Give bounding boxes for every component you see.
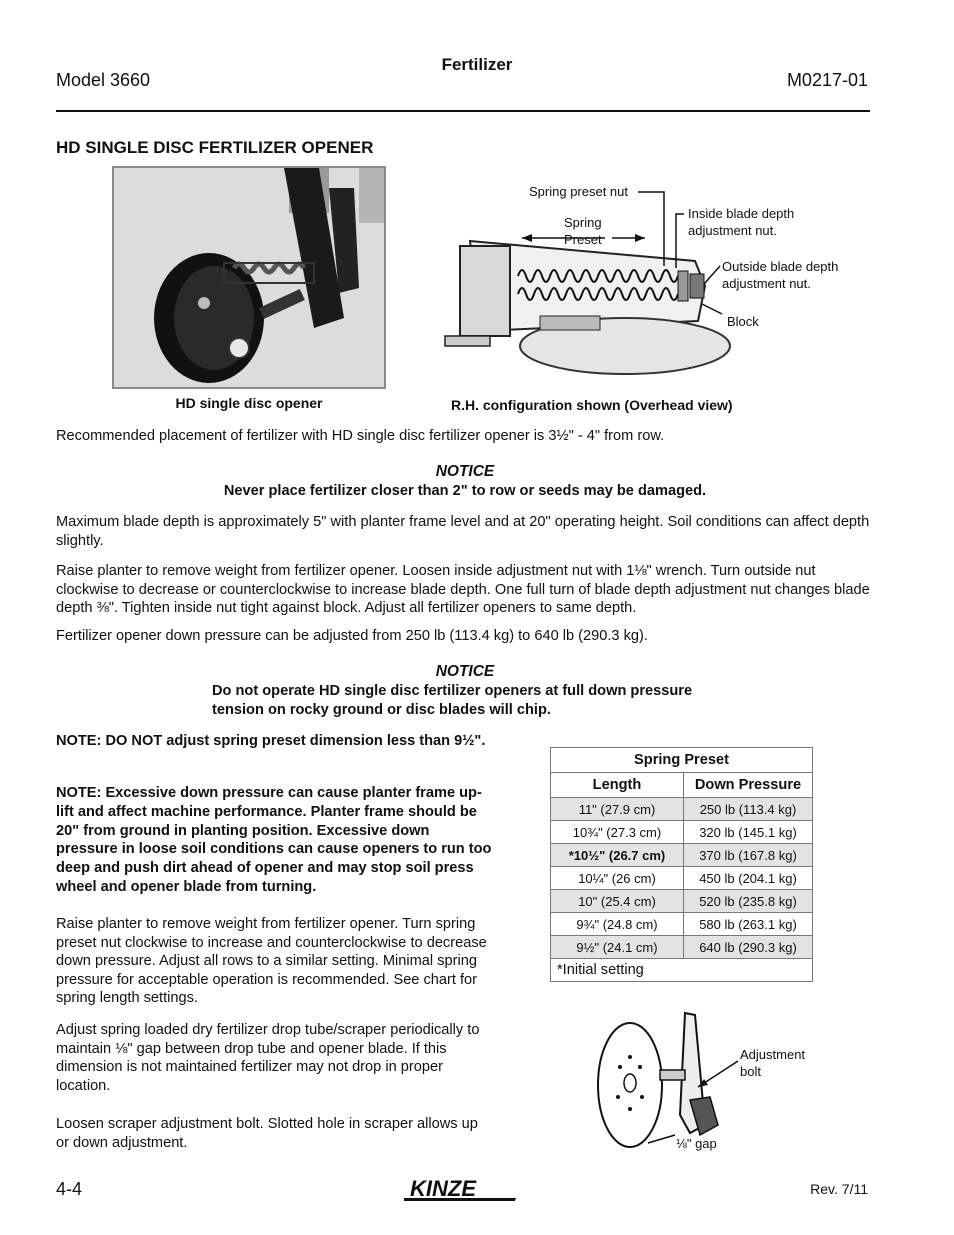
- opener-photo: [112, 166, 386, 389]
- column-header-down-pressure: Down Pressure: [684, 773, 813, 798]
- label-outside-nut-line2: adjustment nut.: [722, 276, 811, 291]
- note-down-pressure: NOTE: Excessive down pressure can cause planter frame up-lift and affect machine performance. Planter frame should be 20" from ground in planting position. Excessive down pressure in loose soil conditions can cause openers to run too deep and push dirt ahead of opener and may stop soil press wheel and opener blade from turning.: [56, 785, 492, 895]
- note-spring-preset: NOTE: DO NOT adjust spring preset dimension less than 9½".: [56, 733, 486, 749]
- page-number: 4-4: [56, 1179, 83, 1199]
- diagram-caption: R.H. configuration shown (Overhead view): [451, 397, 733, 413]
- table-row: [551, 890, 813, 913]
- table-footnote: *Initial setting: [551, 959, 813, 982]
- blade-depth-paragraph: Maximum blade depth is approximately 5" with planter frame level and at 20" operating height. Soil conditions can affect depth slightly.: [56, 514, 870, 549]
- document-number: M0217-01: [786, 70, 868, 90]
- length-cell: 9¾" (24.8 cm): [551, 913, 684, 936]
- header-divider: [56, 110, 870, 112]
- logo-text: KINZE: [410, 1176, 476, 1201]
- spring-adjust-paragraph: Raise planter to remove weight from fertilizer opener. Turn spring preset nut clockwise to increase and counterclockwise to decrease down pressure. Adjust all rows to a similar setting. Minimal spring pressure for acceptable operation is recommended. See chart for spring length settings.: [56, 916, 487, 1007]
- placement-paragraph: Recommended placement of fertilizer with HD single disc fertilizer opener is 3½" - 4" from row.: [56, 428, 665, 444]
- adjustment-paragraph: Raise planter to remove weight from fertilizer opener. Loosen inside adjustment nut with 1⅛" wrench. Turn outside nut clockwise to decrease or counterclockwise to increase blade depth. One full turn of blade depth adjustment nut changes blade depth ⅜". Tighten inside nut tight against block. Adjust all fertilizer openers to same depth.: [56, 563, 870, 616]
- length-cell: 11" (27.9 cm): [551, 798, 684, 821]
- pressure-cell: 450 lb (204.1 kg): [684, 867, 813, 890]
- scraper-gap-diagram: [590, 1005, 750, 1155]
- revision-date: Rev. 7/11: [810, 1181, 868, 1197]
- photo-caption: HD single disc opener: [175, 395, 323, 411]
- pressure-cell: 250 lb (113.4 kg): [684, 798, 813, 821]
- label-adjustment-bolt-line2: bolt: [740, 1064, 761, 1079]
- table-row: [551, 913, 813, 936]
- notice-text-2-line2: tension on rocky ground or disc blades will chip.: [212, 702, 551, 718]
- pressure-cell: 520 lb (235.8 kg): [684, 890, 813, 913]
- notice-heading-2: NOTICE: [435, 663, 495, 680]
- page-title: HD SINGLE DISC FERTILIZER OPENER: [56, 138, 374, 157]
- pressure-cell: 580 lb (263.1 kg): [684, 913, 813, 936]
- length-cell: 10¼" (26 cm): [551, 867, 684, 890]
- table-row: [551, 936, 813, 959]
- label-inside-nut-line2: adjustment nut.: [688, 223, 777, 238]
- down-pressure-paragraph: Fertilizer opener down pressure can be adjusted from 250 lb (113.4 kg) to 640 lb (290.3 kg).: [56, 628, 648, 644]
- pressure-cell: 370 lb (167.8 kg): [684, 844, 813, 867]
- label-outside-nut-line1: Outside blade depth: [722, 259, 839, 274]
- model-name: Model 3660: [56, 70, 151, 90]
- length-cell: 10" (25.4 cm): [551, 890, 684, 913]
- length-cell: *10½" (26.7 cm): [551, 844, 684, 867]
- table-row: [551, 821, 813, 844]
- label-adjustment-bolt-line1: Adjustment: [740, 1047, 806, 1062]
- label-spring-preset-line2: Preset: [564, 232, 602, 247]
- notice-text-2-line1: Do not operate HD single disc fertilizer openers at full down pressure: [212, 683, 693, 699]
- length-cell: 10¾" (27.3 cm): [551, 821, 684, 844]
- table-row: [551, 798, 813, 821]
- label-gap: ⅛" gap: [676, 1136, 717, 1151]
- table-row: [551, 844, 813, 867]
- spring-preset-table: [550, 747, 813, 982]
- drop-tube-paragraph: Adjust spring loaded dry fertilizer drop tube/scraper periodically to maintain ⅛" gap between drop tube and opener blade. If this dimension is not maintained fertilizer may not drop in proper location.: [56, 1022, 480, 1094]
- notice-heading: NOTICE: [435, 463, 495, 480]
- notice-text: Never place fertilizer closer than 2" to row or seeds may be damaged.: [223, 483, 707, 499]
- kinze-logo: [404, 1176, 524, 1209]
- pressure-cell: 640 lb (290.3 kg): [684, 936, 813, 959]
- scraper-paragraph: Loosen scraper adjustment bolt. Slotted hole in scraper allows up or down adjustment.: [56, 1116, 478, 1151]
- column-header-length: Length: [551, 773, 684, 798]
- label-inside-nut-line1: Inside blade depth: [688, 206, 795, 221]
- table-title: Spring Preset: [551, 748, 813, 773]
- section-heading: Fertilizer: [441, 55, 513, 74]
- table-row: [551, 867, 813, 890]
- label-block: Block: [727, 314, 759, 329]
- pressure-cell: 320 lb (145.1 kg): [684, 821, 813, 844]
- label-spring-preset-line1: Spring: [564, 215, 602, 230]
- label-spring-preset-nut: Spring preset nut: [529, 184, 629, 199]
- length-cell: 9½" (24.1 cm): [551, 936, 684, 959]
